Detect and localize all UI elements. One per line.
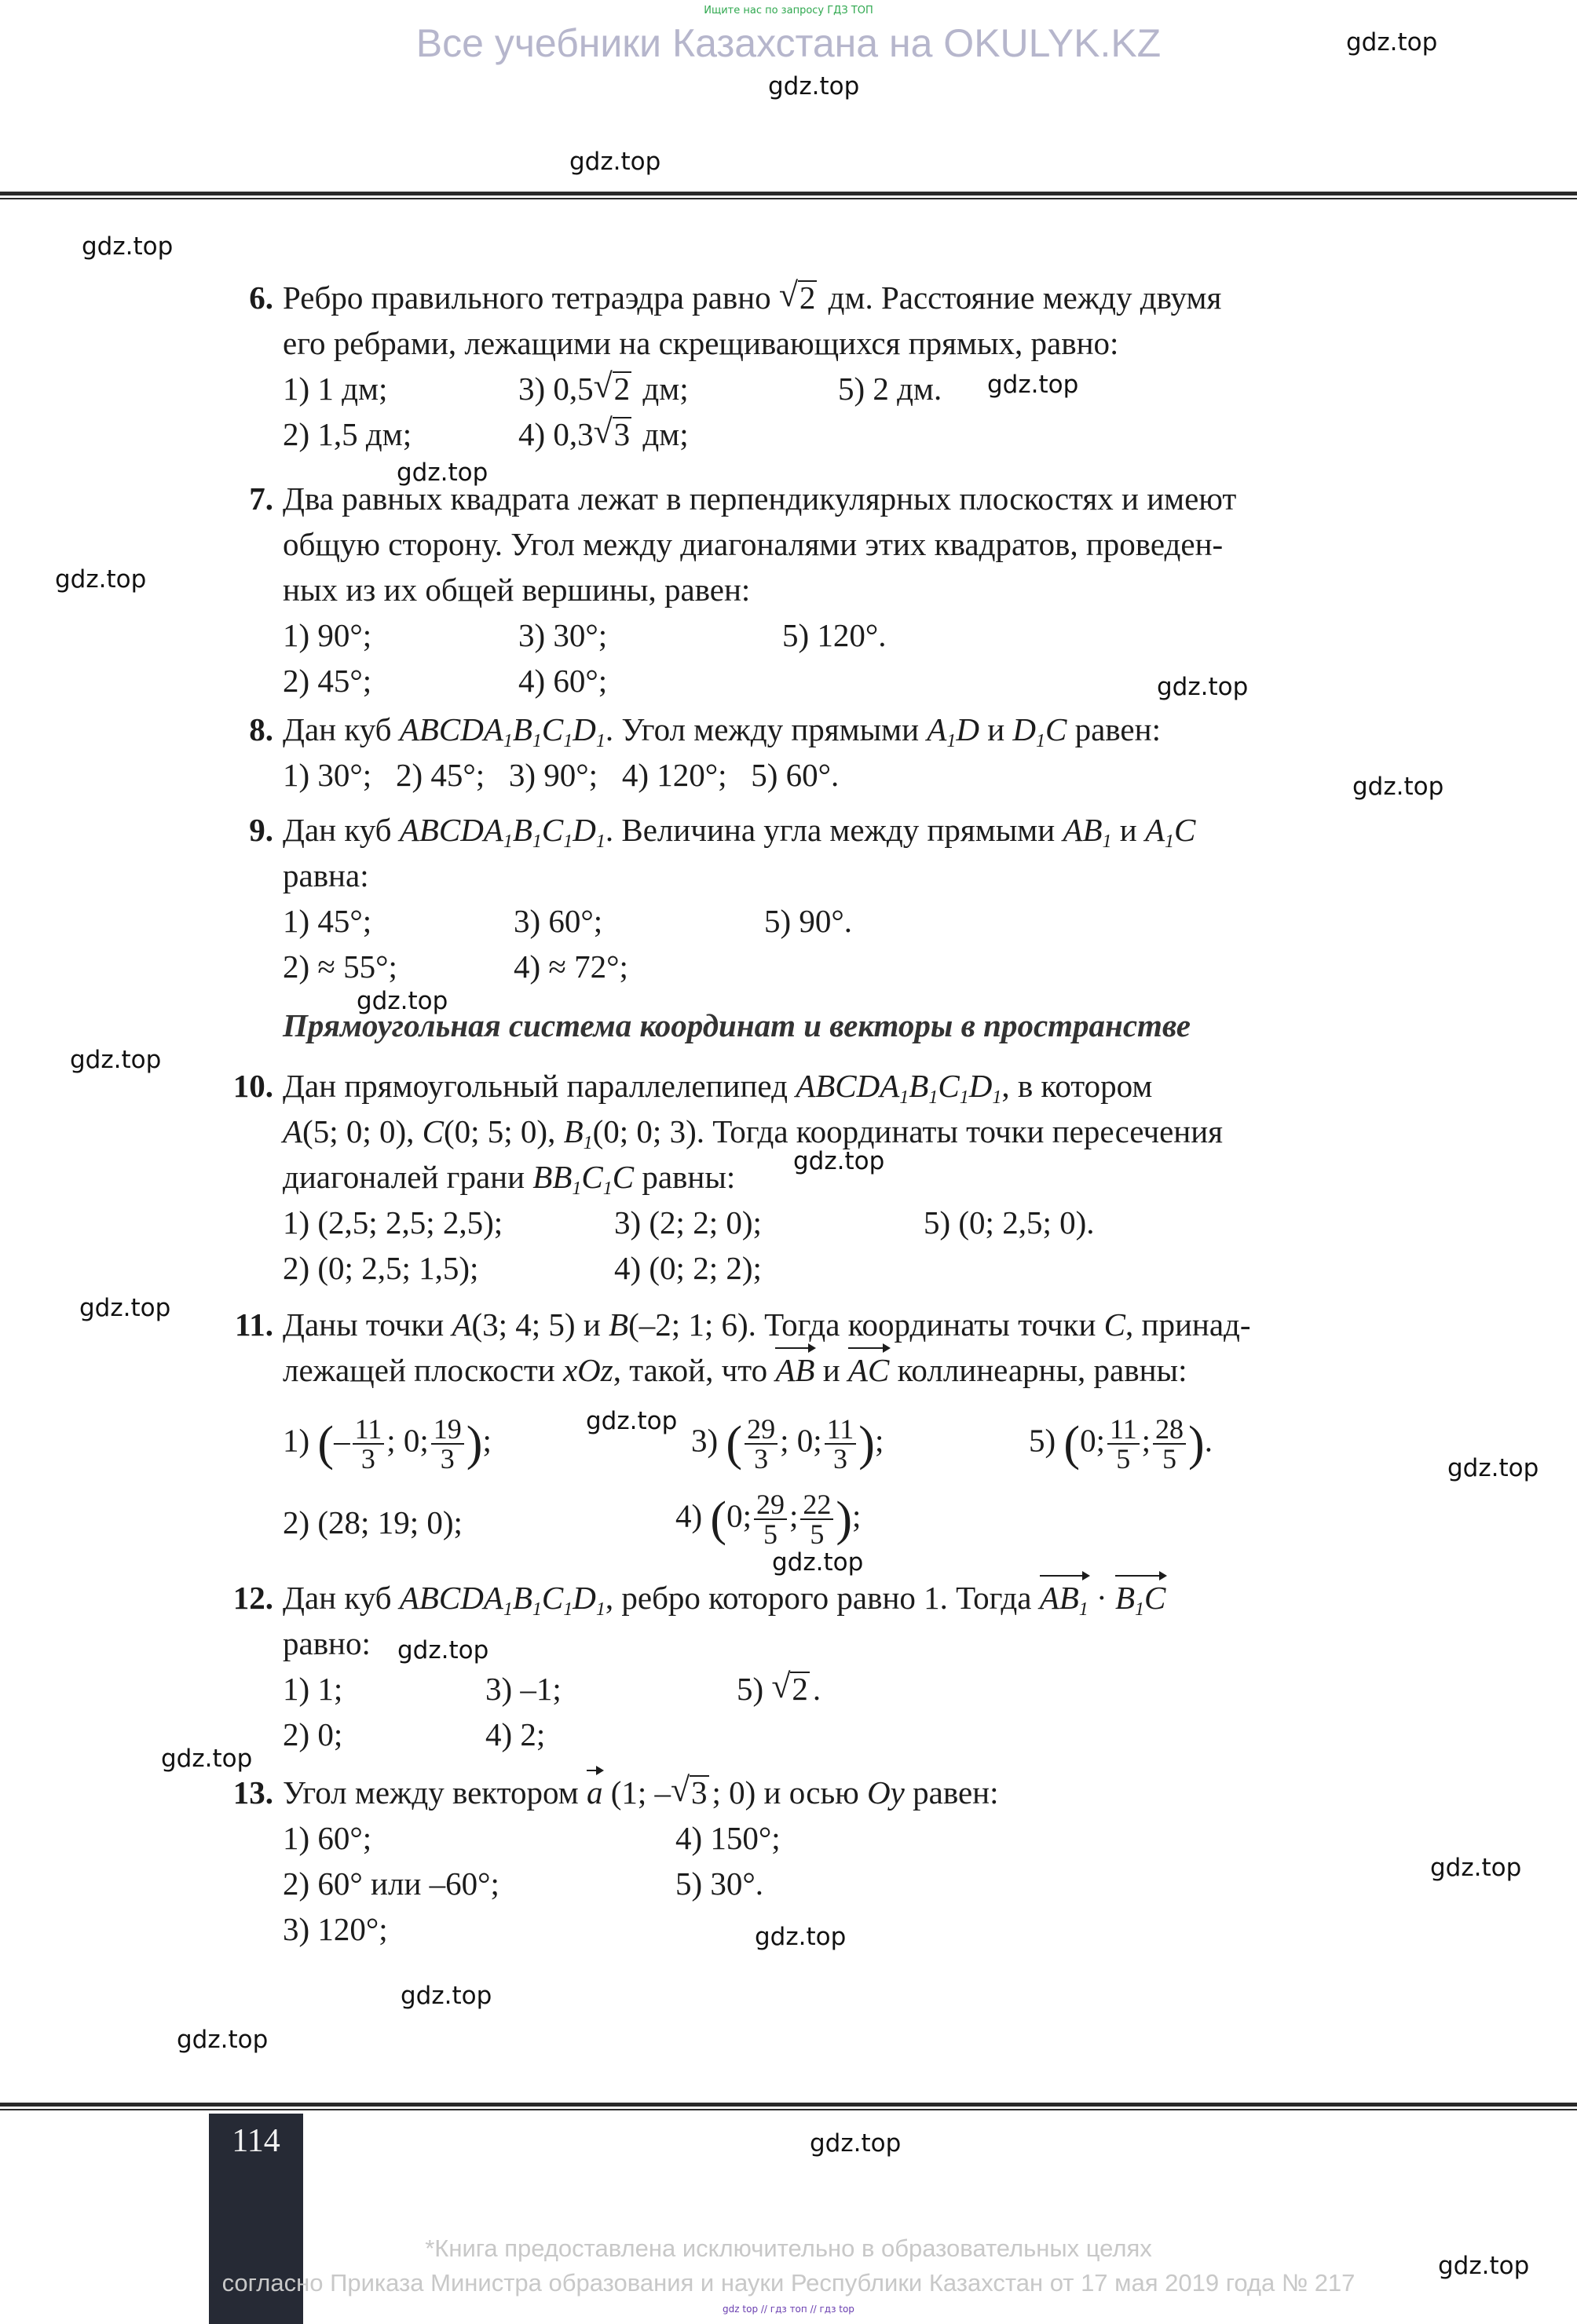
q9-text: равна: bbox=[283, 857, 369, 893]
watermark: gdz.top bbox=[397, 459, 488, 487]
q10-text: диагоналей грани bbox=[283, 1159, 525, 1195]
watermark: gdz.top bbox=[772, 1548, 864, 1577]
q13-option-1: 1) 60°; bbox=[283, 1820, 372, 1856]
question-11: 11. Даны точки A(3; 4; 5) и B(–2; 1; 6). Тогда координаты точки C, принад- лежащей плоскости xOz, такой, что AB и AC коллинеарны, равны: 1) (– $\frac{11}{3}$ ; 0; $\frac{19}{3}$ ); 3) ( $\frac{29}{3}$ ; 0; $\frac{11}{3}$ ); 5) (0; $\frac{11}{5}$ ; $\frac{28}{5}$ ). 2) (28; 19; 0); 4) (0; $\frac{29}{5}$ ; $\frac{22}{5}$ ); bbox=[228, 1302, 1374, 1569]
q6-text: Ребро правильного тетраэдра равно bbox=[283, 280, 771, 316]
vector-ac: AC bbox=[848, 1347, 889, 1393]
q6-option-5: 5) 2 дм. bbox=[838, 371, 942, 407]
vector-b1c: $B_1C$ bbox=[1115, 1575, 1165, 1621]
q8-text: Дан куб bbox=[283, 711, 392, 747]
watermark: gdz.top bbox=[70, 1046, 162, 1074]
question-6 bbox=[228, 275, 1374, 457]
q11-text: Даны точки bbox=[283, 1306, 445, 1343]
question-12: 12. Дан куб $ABCDA_1B_1C_1D_1$, ребро которого равно 1. Тогда $AB_1 \cdot B_1C$ равно: 1) 1; 3) –1; 5) √ 2 . 2) 0; 4) 2; bbox=[228, 1575, 1374, 1757]
watermark: gdz.top bbox=[401, 1982, 492, 2010]
question-number: 8. bbox=[249, 711, 273, 747]
q12-option-4: 4) 2; bbox=[485, 1716, 546, 1752]
q7-option-1: 1) 90°; bbox=[283, 617, 372, 653]
watermark: gdz.top bbox=[82, 232, 174, 261]
watermark: gdz.top bbox=[357, 987, 448, 1015]
q8-text: . Угол между прямыми bbox=[605, 711, 920, 747]
watermark: gdz.top bbox=[768, 72, 860, 100]
q12-text: равно: bbox=[283, 1625, 371, 1661]
q9-option-1: 1) 45°; bbox=[283, 903, 372, 939]
watermark: gdz.top bbox=[1352, 773, 1444, 801]
watermark: gdz.top bbox=[987, 371, 1079, 399]
q11-option-4: 4) (0; $\frac{29}{5}$ ; $\frac{22}{5}$ ); bbox=[675, 1489, 862, 1550]
watermark: gdz.top bbox=[1438, 2252, 1530, 2280]
q9-option-4: 4) ≈ 72°; bbox=[514, 948, 628, 985]
q6-option-4: 4) 0,3√ 3 дм; bbox=[518, 411, 689, 457]
footer-disclaimer: *Книга предоставлена исключительно в образовательных целях bbox=[425, 2234, 1152, 2262]
q12-option-3: 3) –1; bbox=[485, 1671, 562, 1707]
page-number: 114 bbox=[232, 2123, 280, 2159]
q12-option-5: 5) √ 2 . bbox=[737, 1666, 821, 1712]
q7-option-3: 3) 30°; bbox=[518, 617, 608, 653]
watermark: gdz.top bbox=[55, 565, 147, 594]
top-rule bbox=[0, 192, 1577, 195]
watermark: gdz.top bbox=[161, 1745, 253, 1773]
q6-text: дм. Расстояние между двумя bbox=[828, 280, 1222, 316]
watermark: gdz.top bbox=[1157, 673, 1249, 701]
q9-option-2: 2) ≈ 55°; bbox=[283, 948, 397, 985]
watermark: gdz.top bbox=[586, 1407, 678, 1435]
q13-option-3: 3) 120°; bbox=[283, 1911, 388, 1947]
question-number: 9. bbox=[249, 812, 273, 848]
q11-option-2: 2) (28; 19; 0); bbox=[283, 1504, 463, 1540]
question-9: 9. Дан куб $ABCDA_1B_1C_1D_1$. Величина угла между прямыми $AB_1$ и $A_1C$ равна: 1) 45°; 3) 60°; 5) 90°. 2) ≈ 55°; 4) ≈ 72°; bbox=[228, 807, 1374, 989]
q9-option-3: 3) 60°; bbox=[514, 903, 603, 939]
q9-text: Дан куб bbox=[283, 812, 392, 848]
site-banner[interactable]: Все учебники Казахстана на OKULYK.KZ bbox=[415, 21, 1162, 65]
footer-tiny-links[interactable]: gdz top // гдз топ // гдз top bbox=[723, 2304, 854, 2315]
q10-option-2: 2) (0; 2,5; 1,5); bbox=[283, 1250, 479, 1286]
q12-text: , ребро которого равно 1. Тогда bbox=[605, 1580, 1032, 1616]
q11-text: лежащей плоскости bbox=[283, 1352, 555, 1388]
q13-text: Угол между вектором bbox=[283, 1774, 579, 1811]
vector-a: a bbox=[587, 1770, 603, 1815]
q7-text: общую сторону. Угол между диагоналями этих квадратов, проведен- bbox=[283, 526, 1224, 562]
watermark: gdz.top bbox=[793, 1147, 885, 1175]
q10-text: (0; 0; 3). Тогда координаты точки пересечения bbox=[592, 1113, 1224, 1149]
top-search-note: Ищите нас по запросу ГДЗ ТОП bbox=[704, 5, 873, 16]
watermark: gdz.top bbox=[569, 148, 661, 176]
watermark: gdz.top bbox=[79, 1294, 171, 1322]
question-10: 10. Дан прямоугольный параллелепипед $ABCDA_1B_1C_1D_1$, в котором A(5; 0; 0), C(0; 5; 0), $B_1(0$; 0; 3). Тогда координаты точки пересечения диагоналей грани $BB_1C_1C$ равны: 1) (2,5; 2,5; 2,5); 3) (2; 2; 0); 5) (0; 2,5; 0). 2) (0; 2,5; 1,5); 4) (0; 2; 2); bbox=[228, 1063, 1374, 1291]
watermark: gdz.top bbox=[397, 1636, 489, 1664]
watermark: gdz.top bbox=[810, 2129, 902, 2158]
vector-ab1: $AB_1$ bbox=[1040, 1575, 1089, 1621]
section-heading: Прямоугольная система координат и векторы в пространстве bbox=[283, 1007, 1191, 1043]
question-number: 13. bbox=[232, 1774, 273, 1811]
q13-option-2: 2) 60° или –60°; bbox=[283, 1865, 499, 1902]
q13-option-5: 5) 30°. bbox=[675, 1865, 764, 1902]
q10-option-4: 4) (0; 2; 2); bbox=[614, 1250, 762, 1286]
q7-option-4: 4) 60°; bbox=[518, 663, 608, 699]
q9-option-5: 5) 90°. bbox=[764, 903, 853, 939]
footer-legal: согласно Приказа Министра образования и науки Республики Казахстан от 17 мая 2019 года № 217 bbox=[221, 2269, 1356, 2297]
vector-ab: AB bbox=[775, 1347, 814, 1393]
q6-option-1: 1) 1 дм; bbox=[283, 371, 388, 407]
q11-option-3: 3) ( $\frac{29}{3}$ ; 0; $\frac{11}{3}$ ); bbox=[691, 1413, 884, 1474]
top-rule-thin bbox=[0, 198, 1577, 199]
q8-options: 1) 30°; 2) 45°; 3) 90°; 4) 120°; 5) 60°. bbox=[283, 757, 840, 793]
watermark: gdz.top bbox=[1447, 1454, 1539, 1482]
question-number: 10. bbox=[232, 1068, 273, 1104]
q6-option-3: 3) 0,5√ 2 дм; bbox=[518, 366, 689, 411]
bottom-rule bbox=[0, 2103, 1577, 2107]
question-number: 12. bbox=[232, 1580, 273, 1616]
question-number: 11. bbox=[235, 1306, 273, 1343]
q11-option-1: 1) (– $\frac{11}{3}$ ; 0; $\frac{19}{3}$ ); bbox=[283, 1413, 492, 1474]
q7-text: Два равных квадрата лежат в перпендикулярных плоскостях и имеют bbox=[283, 481, 1237, 517]
question-7 bbox=[228, 476, 1374, 703]
q7-option-2: 2) 45°; bbox=[283, 663, 372, 699]
watermark: gdz.top bbox=[177, 2026, 269, 2054]
watermark: gdz.top bbox=[755, 1923, 847, 1951]
q10-text: , в котором bbox=[1001, 1068, 1153, 1104]
watermark: gdz.top bbox=[1430, 1854, 1522, 1882]
q6-option-2: 2) 1,5 дм; bbox=[283, 416, 412, 452]
q10-text: Дан прямоугольный параллелепипед bbox=[283, 1068, 788, 1104]
q6-text: его ребрами, лежащими на скрещивающихся прямых, равно: bbox=[283, 325, 1119, 361]
sqrt-symbol: √ 2 bbox=[779, 275, 818, 320]
question-8: 8. Дан куб $ABCDA_1B_1C_1D_1$. Угол между прямыми $A_1D$ и $D_1C$ равен: 1) 30°; 2) 45°; 3) 90°; 4) 120°; 5) 60°. bbox=[228, 707, 1374, 798]
question-number: 7. bbox=[249, 481, 273, 517]
question-number: 6. bbox=[249, 280, 273, 316]
bottom-rule-thin bbox=[0, 2109, 1577, 2110]
q11-option-5: 5) (0; $\frac{11}{5}$ ; $\frac{28}{5}$ ). bbox=[1029, 1413, 1213, 1474]
q7-text: ных из их общей вершины, равен: bbox=[283, 572, 751, 608]
q10-option-3: 3) (2; 2; 0); bbox=[614, 1204, 762, 1241]
q13-option-4: 4) 150°; bbox=[675, 1820, 781, 1856]
q10-option-5: 5) (0; 2,5; 0). bbox=[924, 1204, 1095, 1241]
watermark: gdz.top bbox=[1346, 28, 1438, 57]
q12-text: Дан куб bbox=[283, 1580, 392, 1616]
q9-text: . Величина угла между прямыми bbox=[605, 812, 1056, 848]
q7-option-5: 5) 120°. bbox=[782, 617, 887, 653]
question-13: 13. Угол между вектором a (1; –√ 3 ; 0) и осью Oy равен: 1) 60°; 4) 150°; 2) 60° или –60°; 5) 30°. 3) 120°; bbox=[228, 1770, 1374, 1952]
q10-option-1: 1) (2,5; 2,5; 2,5); bbox=[283, 1204, 503, 1241]
q12-option-2: 2) 0; bbox=[283, 1716, 343, 1752]
q12-option-1: 1) 1; bbox=[283, 1671, 343, 1707]
